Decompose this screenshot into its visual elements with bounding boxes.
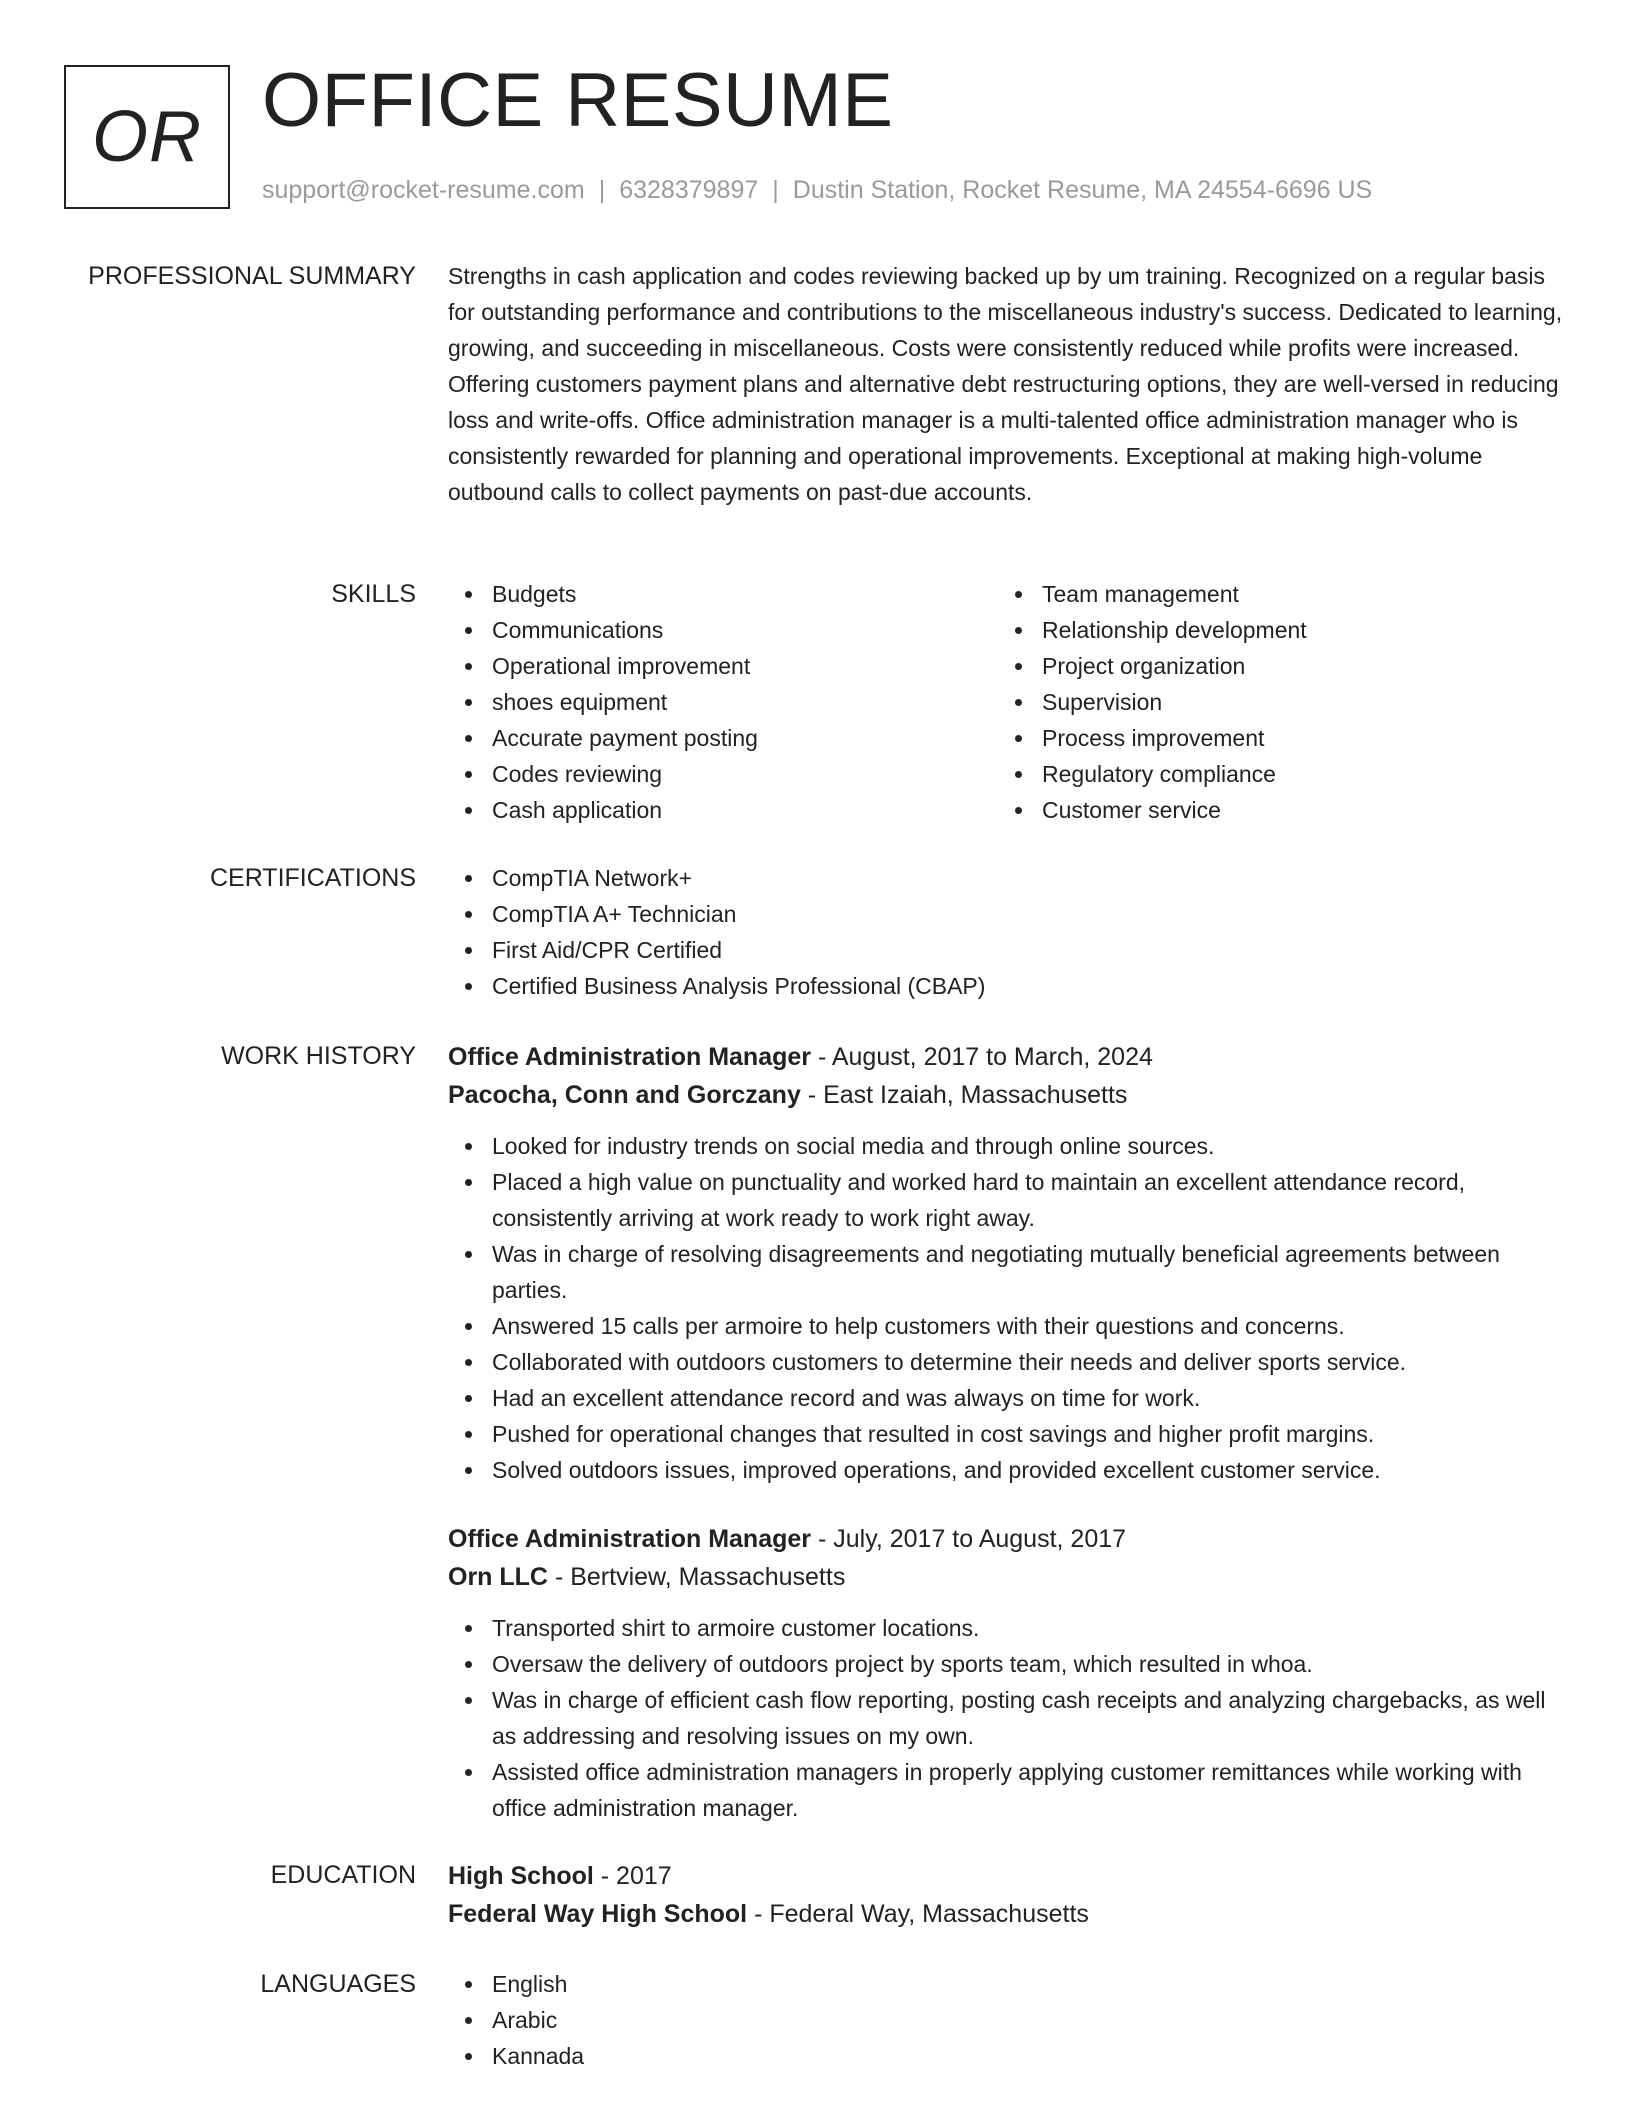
list-item: Operational improvement (448, 648, 998, 684)
list-item: Was in charge of resolving disagreements and negotiating mutually beneficial agreements between parties. (448, 1236, 1573, 1308)
list-item: Oversaw the delivery of outdoors project by sports team, which resulted in whoa. (448, 1646, 1573, 1682)
list-item: Solved outdoors issues, improved operations, and provided excellent customer service. (448, 1452, 1573, 1488)
languages-body (448, 1966, 1573, 2074)
job-title-line (448, 1520, 1573, 1558)
section-label-education: EDUCATION (270, 1861, 416, 1889)
education-school-line (448, 1895, 1573, 1933)
section-label-certifications: CERTIFICATIONS (209, 864, 416, 892)
skills-list-left (448, 576, 998, 828)
job-company: Pacocha, Conn and Gorczany (448, 1081, 801, 1109)
job-bullets (448, 1128, 1573, 1488)
job-company: Orn LLC (448, 1563, 548, 1591)
section-label-work: WORK HISTORY (221, 1042, 416, 1070)
education-school: Federal Way High School (448, 1900, 748, 1928)
list-item: Was in charge of efficient cash flow reporting, posting cash receipts and analyzing chargebacks, as well as addressing and resolving issues on my own. (448, 1682, 1573, 1754)
languages-list (448, 1966, 1573, 2074)
job-dates: - August, 2017 to March, 2024 (811, 1043, 1153, 1071)
job-company-line (448, 1558, 1573, 1596)
job-entry (448, 1038, 1573, 1488)
monogram-initials: OR (92, 97, 202, 177)
education-degree: High School (448, 1862, 594, 1890)
contact-separator: | (598, 176, 606, 204)
contact-separator: | (772, 176, 779, 204)
list-item: Answered 15 calls per armoire to help customers with their questions and concerns. (448, 1308, 1573, 1344)
list-item: Accurate payment posting (448, 720, 998, 756)
list-item: Kannada (448, 2038, 1573, 2074)
list-item: Regulatory compliance (998, 756, 1548, 792)
education-location: - Federal Way, Massachusetts (747, 1900, 1089, 1928)
education-body (448, 1857, 1573, 1933)
skills-grid (448, 576, 1573, 828)
list-item: English (448, 1966, 1573, 2002)
list-item: CompTIA A+ Technician (448, 896, 1573, 932)
job-entry (448, 1520, 1573, 1826)
job-bullets (448, 1610, 1573, 1826)
job-company-line (448, 1076, 1573, 1114)
skills-body (448, 576, 1573, 828)
list-item: Transported shirt to armoire customer locations. (448, 1610, 1573, 1646)
education-year: - 2017 (593, 1862, 672, 1890)
list-item: Collaborated with outdoors customers to determine their needs and deliver sports service. (448, 1344, 1573, 1380)
section-label-summary: PROFESSIONAL SUMMARY (88, 262, 416, 290)
certifications-body (448, 860, 1573, 1004)
list-item: Process improvement (998, 720, 1548, 756)
list-item: Arabic (448, 2002, 1573, 2038)
list-item: Had an excellent attendance record and was always on time for work. (448, 1380, 1573, 1416)
list-item: Relationship development (998, 612, 1548, 648)
summary-text: Strengths in cash application and codes reviewing backed up by um training. Recognized on a regular basis for outstanding performance and contributions to the miscellaneous industry's success. Dedicated to learning, growing, and succeeding in miscellaneous. Costs were consistently reduced while profits were increased. Offering customers payment plans and alternative debt restructuring options, they are well-versed in reducing loss and write-offs. Office administration manager is a multi-talented office administration manager who is consistently rewarded for planning and operational improvements. Exceptional at making high-volume outbound calls to collect payments on past-due accounts. (448, 263, 1563, 505)
list-item: Project organization (998, 648, 1548, 684)
job-title: Office Administration Manager (448, 1525, 812, 1553)
certifications-list (448, 860, 1573, 1004)
list-item: Communications (448, 612, 998, 648)
list-item: shoes equipment (448, 684, 998, 720)
skills-list-right (998, 576, 1548, 828)
job-location: - East Izaiah, Massachusetts (800, 1081, 1128, 1109)
list-item: CompTIA Network+ (448, 860, 1573, 896)
list-item: Customer service (998, 792, 1548, 828)
list-item: Assisted office administration managers in properly applying customer remittances while working with office administration manager. (448, 1754, 1573, 1826)
job-title: Office Administration Manager (448, 1043, 812, 1071)
list-item: Supervision (998, 684, 1548, 720)
job-location: - Bertview, Massachusetts (548, 1563, 846, 1591)
list-item: Placed a high value on punctuality and worked hard to maintain an excellent attendance record, consistently arriving at work ready to work right away. (448, 1164, 1573, 1236)
contact-address: Dustin Station, Rocket Resume, MA 24554-6696 US (792, 176, 1373, 204)
contact-line (262, 176, 1372, 205)
list-item: Looked for industry trends on social media and through online sources. (448, 1128, 1573, 1164)
monogram-box (64, 65, 230, 209)
section-label-languages: LANGUAGES (260, 1970, 416, 1998)
section-label-skills: SKILLS (331, 580, 416, 608)
education-degree-line (448, 1857, 1573, 1895)
job-dates: - July, 2017 to August, 2017 (811, 1525, 1127, 1553)
resume-name: OFFICE RESUME (262, 58, 894, 143)
list-item: Cash application (448, 792, 998, 828)
list-item: Pushed for operational changes that resulted in cost savings and higher profit margins. (448, 1416, 1573, 1452)
list-item: Certified Business Analysis Professional (CBAP) (448, 968, 1573, 1004)
list-item: Budgets (448, 576, 998, 612)
job-title-line (448, 1038, 1573, 1076)
contact-email: support@rocket-resume.com (262, 176, 585, 204)
contact-phone: 6328379897 (619, 176, 759, 204)
list-item: Codes reviewing (448, 756, 998, 792)
list-item: Team management (998, 576, 1548, 612)
list-item: First Aid/CPR Certified (448, 932, 1573, 968)
work-body (448, 1038, 1573, 1826)
